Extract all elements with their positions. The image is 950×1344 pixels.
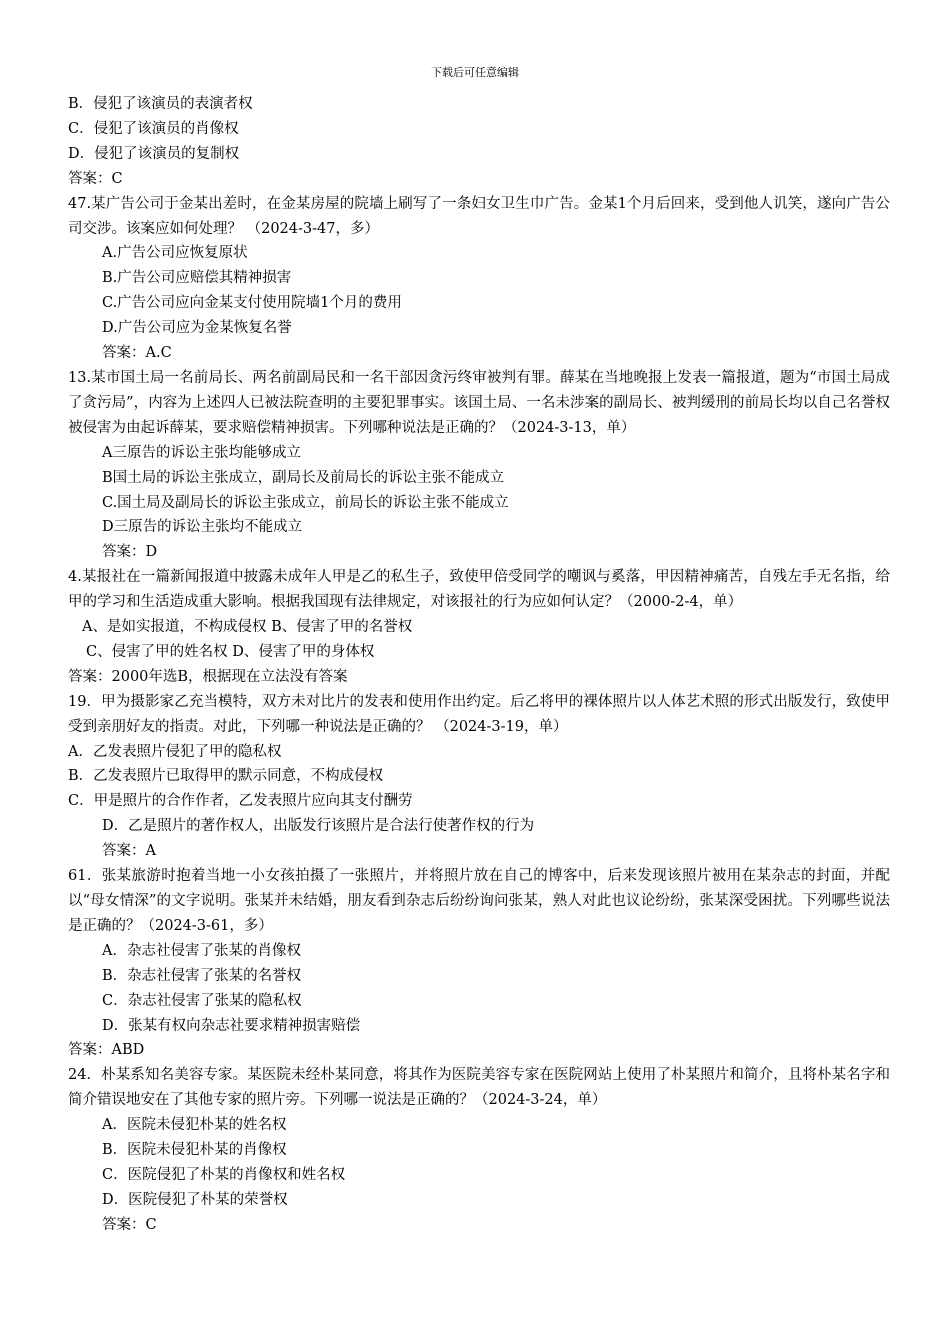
option-line: A.广告公司应恢复原状 [102, 245, 248, 262]
answer-line: 答案：A.C [102, 345, 172, 362]
option-line: D三原告的诉讼主张均不能成立 [102, 519, 303, 536]
option-line: D．张某有权向杂志社要求精神损害赔偿 [102, 1017, 361, 1034]
option-line: C、侵害了甲的姓名权 D、侵害了甲的身体权 [86, 643, 375, 660]
option-line: C．医院侵犯了朴某的肖像权和姓名权 [102, 1166, 346, 1183]
option-line: C.广告公司应向金某支付使用院墙1个月的费用 [102, 295, 402, 312]
answer-line: 答案：C [68, 170, 123, 187]
option-line: A．医院未侵犯朴某的姓名权 [102, 1117, 287, 1134]
option-line: C．侵犯了该演员的肖像权 [68, 120, 239, 137]
option-line: A、是如实报道，不构成侵权 B、侵害了甲的名誉权 [82, 619, 413, 636]
option-line: C．甲是照片的合作作者，乙发表照片应向其支付酬劳 [68, 793, 413, 810]
page-header: 下载后可任意编辑 [431, 66, 519, 79]
question-47: 47.某广告公司于金某出差时，在金某房屋的院墙上刷写了一条妇女卫生巾广告。金某1个月后回来，受到他人讥笑，遂向广告公司交涉。该案应如何处理？ （2024-3-47，多） [68, 195, 890, 237]
option-line: D.广告公司应为金某恢复名誉 [102, 320, 292, 337]
option-line: D．医院侵犯了朴某的荣誉权 [102, 1191, 288, 1208]
answer-line: 答案：A [102, 843, 156, 860]
answer-line: 答案：ABD [68, 1042, 145, 1059]
document-body [68, 92, 890, 1238]
question-19: 19．甲为摄影家乙充当模特，双方未对比片的发表和使用作出约定。后乙将甲的裸体照片以人体艺术照的形式出版发行，致使甲受到亲朋好友的指责。对此，下列哪一种说法是正确的？ （2024-3-19，单） [68, 693, 890, 735]
answer-line: 答案：D [102, 544, 158, 561]
answer-line: 答案：C [102, 1216, 157, 1233]
option-line: C.国土局及副局长的诉讼主张成立，前局长的诉讼主张不能成立 [102, 494, 509, 511]
option-line: A．乙发表照片侵犯了甲的隐私权 [68, 743, 282, 760]
option-line: B．侵犯了该演员的表演者权 [68, 96, 253, 112]
option-line: D．乙是照片的著作权人，出版发行该照片是合法行使著作权的行为 [102, 818, 535, 835]
option-line: A三原告的诉讼主张均能够成立 [102, 444, 301, 461]
option-line: B国土局的诉讼主张成立，副局长及前局长的诉讼主张不能成立 [102, 469, 505, 486]
question-4: 4.某报社在一篇新闻报道中披露未成年人甲是乙的私生子，致使甲倍受同学的嘲讽与奚落，甲因精神痛苦，自残左手无名指，给甲的学习和生活造成重大影响。根据我国现有法律规定，对该报社的行为应如何认定？（2000-2-4，单） [68, 569, 890, 611]
question-61: 61．张某旅游时抱着当地一小女孩拍摄了一张照片，并将照片放在自己的博客中，后来发现该照片被用在某杂志的封面，并配以“母女情深”的文字说明。张某并未结婚，朋友看到杂志后纷纷询问张某，熟人对此也议论纷纷，张某深受困扰。下列哪些说法是正确的？（2024-3-61，多） [68, 868, 890, 934]
option-line: B．医院未侵犯朴某的肖像权 [102, 1142, 287, 1159]
answer-line: 答案：2000年选B，根据现在立法没有答案 [68, 668, 348, 685]
option-line: D．侵犯了该演员的复制权 [68, 145, 240, 162]
option-line: A．杂志社侵害了张某的肖像权 [102, 942, 301, 959]
option-line: C．杂志社侵害了张某的隐私权 [102, 992, 302, 1009]
option-line: B．杂志社侵害了张某的名誉权 [102, 967, 302, 984]
question-24: 24．朴某系知名美容专家。某医院未经朴某同意，将其作为医院美容专家在医院网站上使用了朴某照片和简介，且将朴某名字和简介错误地安在了其他专家的照片旁。下列哪一说法是正确的？（2024-3-24，单） [68, 1067, 890, 1109]
option-line: B．乙发表照片已取得甲的默示同意，不构成侵权 [68, 768, 384, 785]
option-line: B.广告公司应赔偿其精神损害 [102, 270, 292, 287]
question-13: 13.某市国土局一名前局长、两名前副局民和一名干部因贪污终审被判有罪。薛某在当地晚报上发表一篇报道，题为“市国土局成了贪污局”，内容为上述四人已被法院查明的主要犯罪事实。该国土局、一名未涉案的副局长、被判缓刑的前局长均以自己名誉权被侵害为由起诉薛某，要求赔偿精神损害。下列哪种说法是正确的？（2024-3-13，单） [68, 369, 890, 436]
